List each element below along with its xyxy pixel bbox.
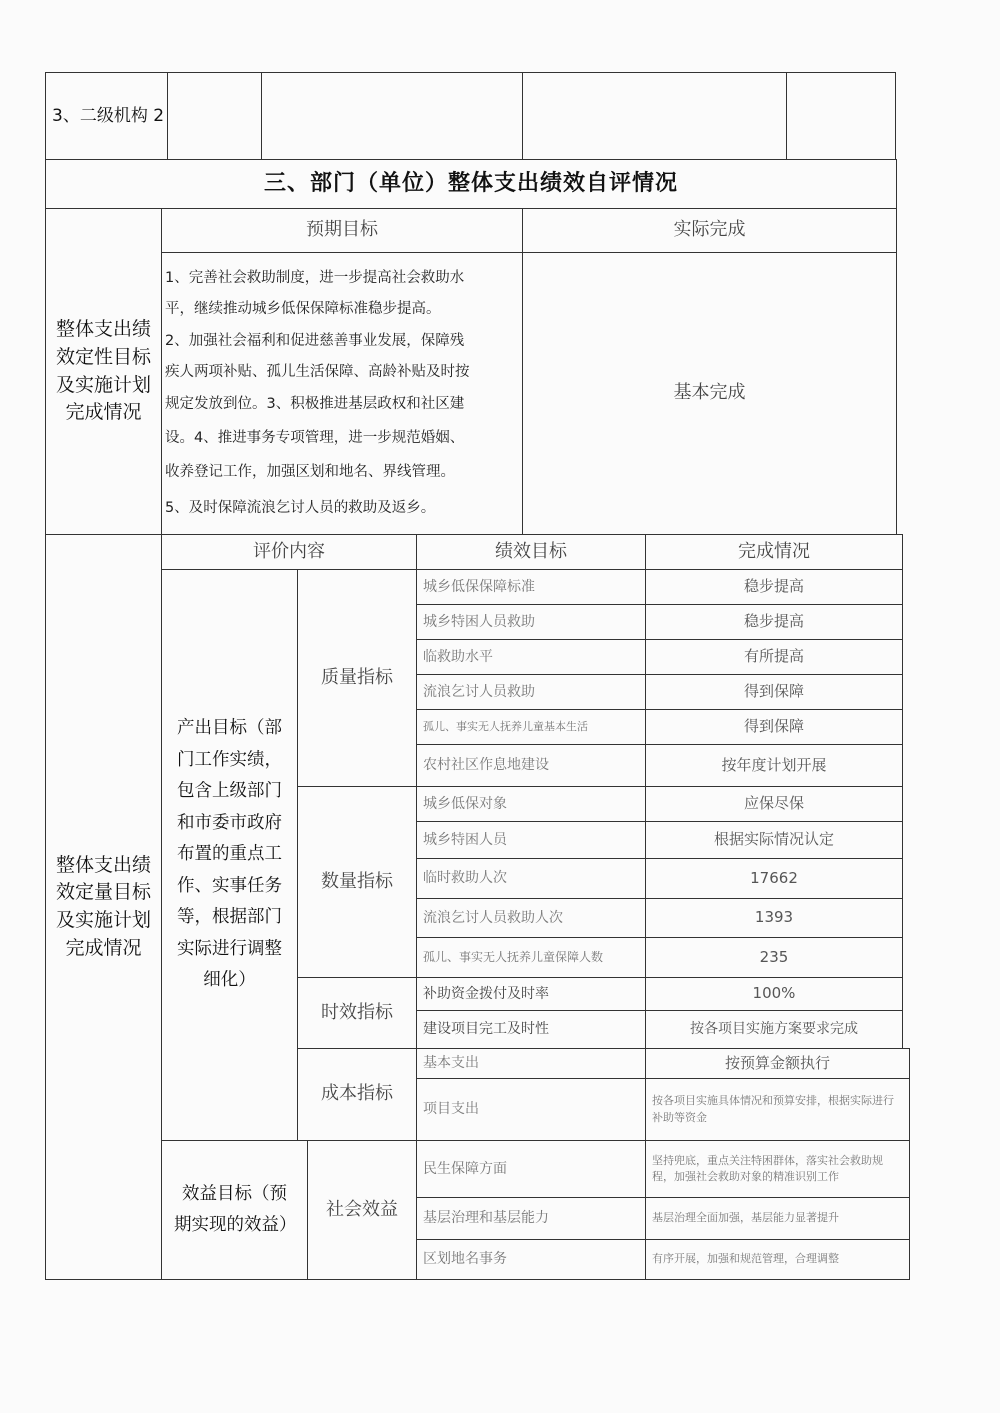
target-cell: 民生保障方面: [416, 1140, 646, 1198]
target-cell: 建设项目完工及时性: [416, 1010, 646, 1049]
target-cell: 城乡特困人员救助: [416, 604, 646, 640]
evaluation-content-header: 评价内容: [161, 534, 417, 570]
target-cell: 流浪乞讨人员救助: [416, 674, 646, 710]
target-cell: 项目支出: [416, 1078, 646, 1141]
target-cell: 补助资金拨付及时率: [416, 977, 646, 1011]
expected-goal-line: 平，继续推动城乡低保保障标准稳步提高。: [165, 301, 441, 317]
expected-goal-line: 规定发放到位。3、积极推进基层政权和社区建: [165, 396, 465, 412]
target-cell: 孤儿、事实无人抚养儿童保障人数: [416, 937, 646, 978]
target-cell: 区划地名事务: [416, 1239, 646, 1280]
expected-goal-header: 预期目标: [161, 208, 523, 253]
quantity-indicator-label: 数量指标: [297, 786, 417, 978]
status-cell: 基层治理全面加强，基层能力显著提升: [645, 1197, 910, 1240]
expected-goal-line: 5、及时保障流浪乞讨人员的救助及返乡。: [165, 500, 436, 516]
status-cell: 得到保障: [645, 674, 903, 710]
status-cell: 17662: [645, 858, 903, 899]
actual-completion-header: 实际完成: [522, 208, 897, 253]
target-cell: 城乡低保保障标准: [416, 569, 646, 605]
empty-cell: [261, 72, 523, 160]
expected-goal-line: 设。4、推进事务专项管理，进一步规范婚姻、: [165, 430, 465, 446]
section-title: 三、部门（单位）整体支出绩效自评情况: [45, 159, 897, 209]
target-cell: 孤儿、事实无人抚养儿童基本生活: [416, 709, 646, 745]
status-cell: 应保尽保: [645, 786, 903, 822]
performance-target-header: 绩效目标: [416, 534, 646, 570]
cost-indicator-label: 成本指标: [297, 1048, 417, 1141]
quantitative-label: 整体支出绩效定量目标及实施计划完成情况: [45, 534, 162, 1280]
actual-completion-value: 基本完成: [522, 252, 897, 535]
empty-cell: [522, 72, 787, 160]
status-cell: 1393: [645, 898, 903, 938]
quality-indicator-label: 质量指标: [297, 569, 417, 787]
target-cell: 城乡低保对象: [416, 786, 646, 822]
status-cell: 按预算金额执行: [645, 1048, 910, 1079]
benefit-goal-label: 效益目标（预期实现的效益）: [161, 1140, 308, 1280]
target-cell: 农村社区作息地建设: [416, 744, 646, 787]
target-cell: 临时救助人次: [416, 858, 646, 899]
empty-cell: [167, 72, 262, 160]
expected-goal-line: 疾人两项补贴、孤儿生活保障、高龄补贴及时按: [165, 364, 470, 380]
status-cell: 按各项目实施具体情况和预算安排，根据实际进行补助等资金: [645, 1078, 910, 1141]
status-cell: 根据实际情况认定: [645, 821, 903, 859]
secondary-org-label: 3、二级机构 2: [45, 72, 168, 160]
status-cell: 得到保障: [645, 709, 903, 745]
output-goal-label: 产出目标（部门工作实绩，包含上级部门和市委市政府布置的重点工作、实事任务等，根据部门实际进行调整细化）: [161, 569, 298, 1141]
target-cell: 临救助水平: [416, 639, 646, 675]
social-benefit-label: 社会效益: [307, 1140, 417, 1280]
empty-cell: [786, 72, 896, 160]
target-cell: 基本支出: [416, 1048, 646, 1079]
status-cell: 235: [645, 937, 903, 978]
expected-goal-line: 2、加强社会福利和促进慈善事业发展，保障残: [165, 333, 465, 349]
completion-status-header: 完成情况: [645, 534, 903, 570]
qualitative-label: 整体支出绩效定性目标及实施计划完成情况: [45, 208, 162, 535]
status-cell: 稳步提高: [645, 569, 903, 605]
expected-goal-line: 收养登记工作，加强区划和地名、界线管理。: [165, 464, 455, 480]
status-cell: 按各项目实施方案要求完成: [645, 1010, 903, 1049]
expected-goal-line: 1、完善社会救助制度，进一步提高社会救助水: [165, 270, 465, 286]
status-cell: 坚持兜底，重点关注特困群体，落实社会救助规程，加强社会救助对象的精准识别工作: [645, 1140, 910, 1198]
status-cell: 有所提高: [645, 639, 903, 675]
target-cell: 城乡特困人员: [416, 821, 646, 859]
target-cell: 基层治理和基层能力: [416, 1197, 646, 1240]
status-cell: 按年度计划开展: [645, 744, 903, 787]
status-cell: 100%: [645, 977, 903, 1011]
status-cell: 稳步提高: [645, 604, 903, 640]
target-cell: 流浪乞讨人员救助人次: [416, 898, 646, 938]
status-cell: 有序开展，加强和规范管理，合理调整: [645, 1239, 910, 1280]
timeliness-indicator-label: 时效指标: [297, 977, 417, 1049]
